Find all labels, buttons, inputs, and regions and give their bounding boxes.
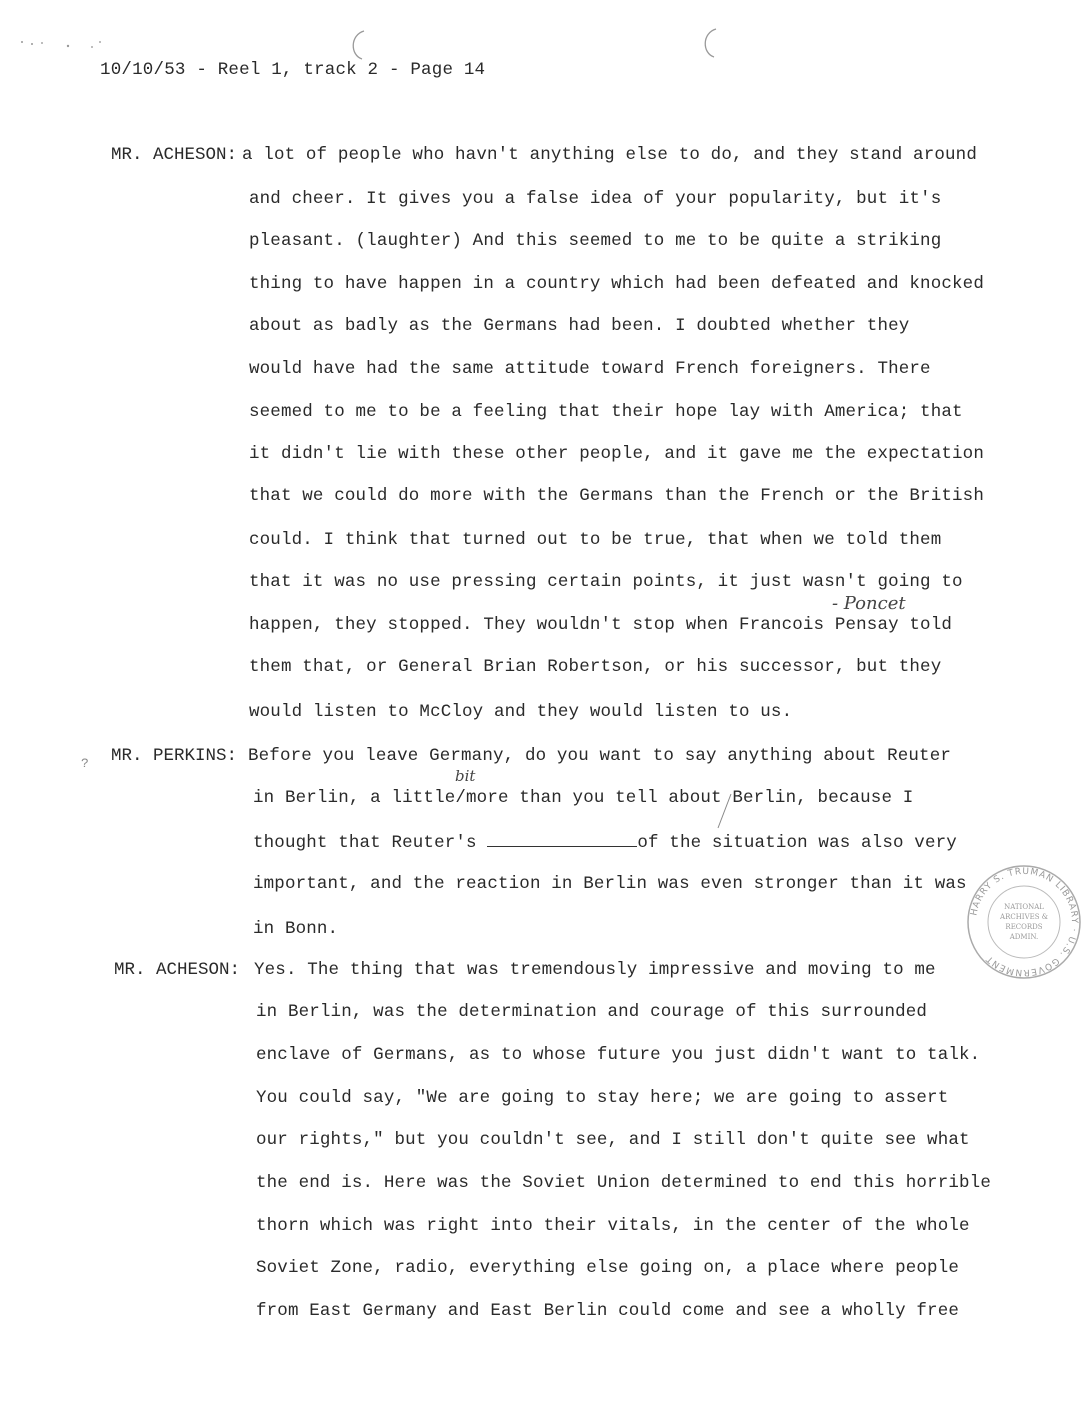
transcript-text: of the situation was also very — [637, 833, 957, 853]
transcript-line: important, and the reaction in Berlin was even stronger than it was — [253, 874, 967, 894]
transcript-line: would listen to McCloy and they would listen to us. — [249, 702, 793, 722]
transcript-line: in Bonn. — [253, 919, 339, 939]
stamp-center-line: ADMIN. — [1009, 933, 1039, 941]
transcript-line: could. I think that turned out to be true, that when we told them — [249, 530, 942, 550]
transcript-line: would have had the same attitude toward French foreigners. There — [249, 359, 931, 379]
transcript-line: that it was no use pressing certain points, it just wasn't going to — [249, 572, 963, 592]
transcript-line: them that, or General Brian Robertson, or his successor, but they — [249, 657, 942, 677]
transcript-line: Before you leave Germany, do you want to say anything about Reuter — [248, 746, 952, 766]
transcript-line: in Berlin, was the determination and courage of this surrounded — [256, 1002, 928, 1022]
stamp-center-line: NATIONAL — [1004, 903, 1044, 911]
transcript-line: it didn't lie with these other people, and it gave me the expectation — [249, 444, 984, 464]
stamp-center-line: ARCHIVES & — [1000, 913, 1048, 921]
transcript-line: happen, they stopped. They wouldn't stop when Francois Pensay told — [249, 615, 953, 635]
transcript-line: thorn which was right into their vitals, in the center of the whole — [256, 1216, 970, 1236]
transcript-line: and cheer. It gives you a false idea of your popularity, but it's — [249, 189, 942, 209]
transcript-line: You could say, "We are going to stay here; we are going to assert — [256, 1088, 949, 1108]
handwritten-insert: bit — [455, 767, 476, 785]
transcript-line: enclave of Germans, as to whose future you just didn't want to talk. — [256, 1045, 981, 1065]
blank-underline — [487, 832, 637, 847]
stamp-ring-text: HARRY S. TRUMAN LIBRARY · U.S. GOVERNMENT — [969, 866, 1080, 978]
svg-text:HARRY S. TRUMAN LIBRARY · U.S. — [969, 867, 1079, 977]
speaker-label: MR. ACHESON: — [111, 145, 238, 165]
transcript-line: our rights," but you couldn't see, and I still don't quite see what — [256, 1130, 970, 1150]
handwritten-slash-mark — [715, 792, 733, 832]
archive-stamp — [964, 862, 1084, 982]
handwritten-correction: - Poncet — [832, 593, 906, 614]
scan-speckles — [18, 38, 108, 52]
transcript-line: in Berlin, a little/more than you tell about Berlin, because I — [253, 788, 914, 808]
transcript-text: thought that Reuter's — [253, 833, 477, 853]
transcript-line: pleasant. (laughter) And this seemed to me to be quite a striking — [249, 231, 942, 251]
punch-hole-marks — [340, 25, 740, 65]
transcript-line: that we could do more with the Germans than the French or the British — [249, 486, 984, 506]
speaker-label: MR. PERKINS: — [111, 746, 238, 766]
speaker-label: MR. ACHESON: — [114, 960, 241, 980]
stamp-center-line: RECORDS — [1005, 923, 1043, 931]
transcript-line: thing to have happen in a country which had been defeated and knocked — [249, 274, 984, 294]
page-header: 10/10/53 - Reel 1, track 2 - Page 14 — [100, 60, 486, 80]
transcript-line — [253, 832, 957, 853]
transcript-line: Soviet Zone, radio, everything else going on, a place where people — [256, 1258, 960, 1278]
transcript-line: Yes. The thing that was tremendously impressive and moving to me — [254, 960, 936, 980]
transcript-line: a lot of people who havn't anything else to do, and they stand around — [242, 145, 977, 165]
transcript-line: about as badly as the Germans had been. I doubted whether they — [249, 316, 910, 336]
transcript-line: the end is. Here was the Soviet Union determined to end this horrible — [256, 1173, 991, 1193]
transcript-line: from East Germany and East Berlin could come and see a wholly free — [256, 1301, 960, 1321]
margin-question-mark: ? — [81, 756, 89, 771]
transcript-line: seemed to me to be a feeling that their hope lay with America; that — [249, 402, 963, 422]
